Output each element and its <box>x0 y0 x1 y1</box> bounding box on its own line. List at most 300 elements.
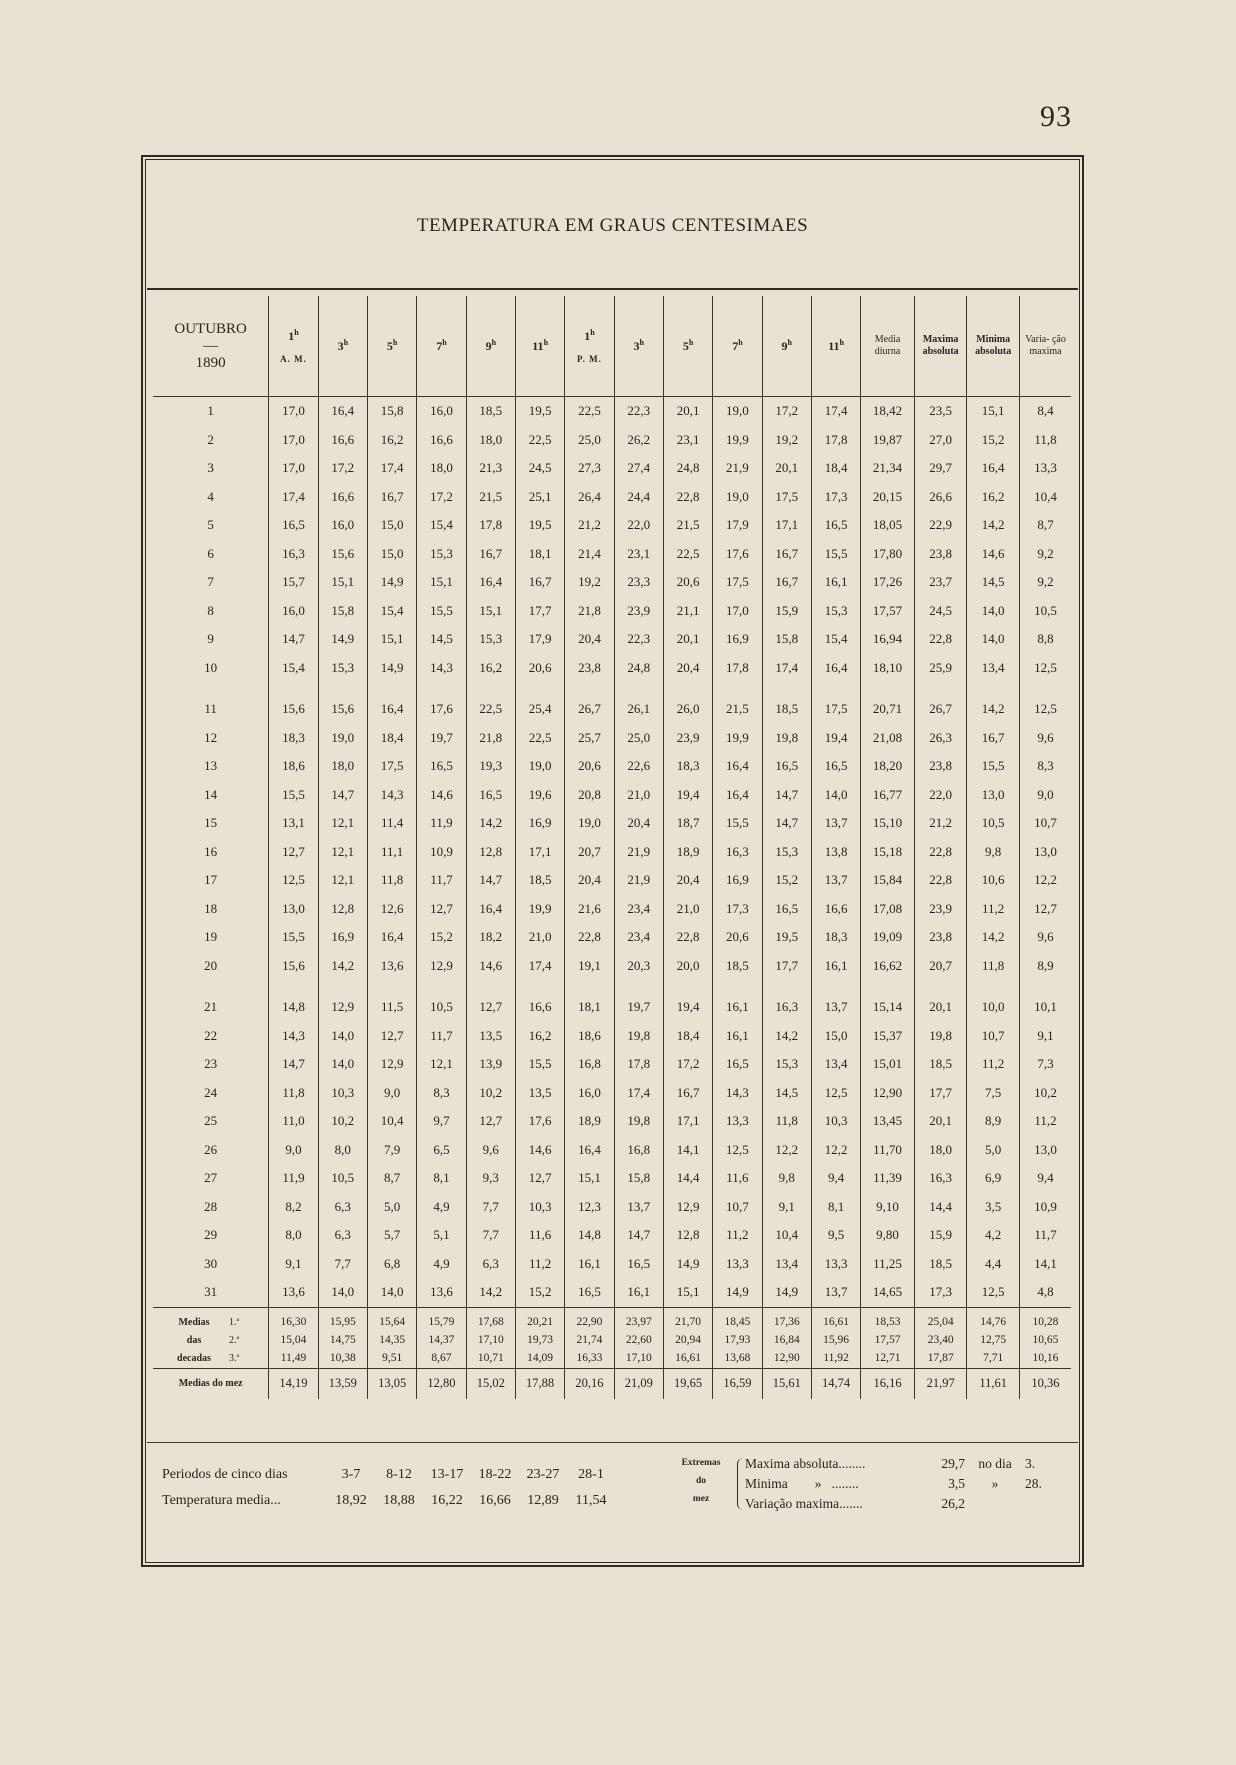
temp-cell: 25,0 <box>614 724 663 753</box>
temp-cell: 23,1 <box>614 540 663 569</box>
temp-cell: 14,7 <box>614 1221 663 1250</box>
temp-cell: 14,0 <box>367 1278 416 1307</box>
decade-value: 10,38 <box>318 1350 367 1369</box>
temp-cell: 18,5 <box>914 1050 967 1079</box>
temp-cell: 14,65 <box>861 1278 915 1307</box>
period-value: 18-22 <box>478 1467 512 1482</box>
temp-cell: 11,8 <box>762 1107 811 1136</box>
temp-cell: 13,4 <box>811 1050 860 1079</box>
temp-cell: 25,1 <box>515 483 564 512</box>
temp-cell: 23,5 <box>914 397 967 426</box>
extremas-value: 29,7 <box>941 1456 965 1471</box>
temp-cell: 7,5 <box>967 1079 1020 1108</box>
daily-rows <box>153 397 1071 1308</box>
temp-cell: 18,1 <box>565 993 614 1022</box>
temp-cell: 9,3 <box>466 1164 515 1193</box>
temp-cell: 16,2 <box>367 426 416 455</box>
table-row <box>153 952 1071 981</box>
temp-cell: 7,3 <box>1019 1050 1071 1079</box>
temp-cell: 15,3 <box>417 540 466 569</box>
extremas-day <box>1025 1494 1065 1514</box>
temp-cell: 8,4 <box>1019 397 1071 426</box>
temp-cell: 14,7 <box>762 781 811 810</box>
temp-cell: 10,5 <box>318 1164 367 1193</box>
temp-cell: 14,7 <box>466 866 515 895</box>
temp-cell: 22,0 <box>614 511 663 540</box>
temp-cell: 13,8 <box>811 838 860 867</box>
temp-cell: 4,2 <box>967 1221 1020 1250</box>
decade-value: 21,70 <box>663 1307 712 1332</box>
temp-cell: 14,0 <box>967 597 1020 626</box>
temp-cell: 14,8 <box>565 1221 614 1250</box>
month-mean-value: 15,61 <box>762 1368 811 1399</box>
hour-header: 11$^h$ <box>811 296 860 397</box>
day-number: 15 <box>204 815 218 831</box>
temp-cell: 23,9 <box>914 895 967 924</box>
temp-cell: 16,1 <box>565 1250 614 1279</box>
decade-value: 16,84 <box>762 1332 811 1350</box>
temp-cell: 13,6 <box>269 1278 318 1307</box>
temp-cell: 18,0 <box>417 454 466 483</box>
temp-cell: 21,5 <box>466 483 515 512</box>
temp-cell: 22,5 <box>515 724 564 753</box>
temp-cell: 18,2 <box>466 923 515 952</box>
temp-cell: 8,9 <box>1019 952 1071 981</box>
temp-cell: 16,5 <box>269 511 318 540</box>
temp-cell: 14,3 <box>417 654 466 683</box>
temp-cell: 21,0 <box>515 923 564 952</box>
extremas-label <box>671 1454 731 1508</box>
temp-cell: 4,9 <box>417 1250 466 1279</box>
temp-cell: 16,6 <box>515 993 564 1022</box>
temp-cell: 19,5 <box>515 511 564 540</box>
decade-value: 18,53 <box>861 1307 915 1332</box>
temp-cell: 16,5 <box>762 895 811 924</box>
temp-cell: 19,9 <box>713 724 762 753</box>
maxima-header: Maxima absoluta <box>914 296 967 397</box>
temp-cell: 23,1 <box>663 426 712 455</box>
temp-cell: 8,1 <box>417 1164 466 1193</box>
temp-cell: 8,7 <box>367 1164 416 1193</box>
temp-cell: 23,8 <box>565 654 614 683</box>
temp-cell: 15,84 <box>861 866 915 895</box>
day-number: 19 <box>204 929 218 945</box>
temp-cell: 20,6 <box>565 752 614 781</box>
temp-cell: 8,0 <box>318 1136 367 1165</box>
temp-cell: 23,8 <box>914 540 967 569</box>
periods-row <box>162 1462 615 1488</box>
temp-cell: 20,1 <box>762 454 811 483</box>
decade-value: 15,79 <box>417 1307 466 1332</box>
temp-cell: 15,1 <box>367 625 416 654</box>
temp-cell: 9,10 <box>861 1193 915 1222</box>
temp-cell: 29,7 <box>914 454 967 483</box>
temp-media-value: 18,88 <box>383 1493 415 1508</box>
decade-value: 14,76 <box>967 1307 1020 1332</box>
temp-cell: 11,2 <box>515 1250 564 1279</box>
temp-cell: 4,9 <box>417 1193 466 1222</box>
temp-cell: 20,3 <box>614 952 663 981</box>
temp-cell: 14,5 <box>417 625 466 654</box>
temp-cell: 17,7 <box>762 952 811 981</box>
temp-cell: 13,4 <box>967 654 1020 683</box>
temp-cell: 26,6 <box>914 483 967 512</box>
temp-cell: 16,4 <box>318 397 367 426</box>
temp-cell: 14,4 <box>663 1164 712 1193</box>
temp-cell: 12,1 <box>318 866 367 895</box>
temperature-table <box>153 296 1071 1399</box>
temp-cell: 10,2 <box>466 1079 515 1108</box>
table-row <box>153 1136 1071 1165</box>
table-row <box>153 1050 1071 1079</box>
temp-cell: 17,7 <box>515 597 564 626</box>
day-number: 30 <box>204 1255 218 1271</box>
decade-value: 20,94 <box>663 1332 712 1350</box>
decade-row <box>153 1332 1071 1350</box>
temp-cell: 15,0 <box>367 540 416 569</box>
temp-cell: 21,9 <box>614 838 663 867</box>
temp-cell: 14,7 <box>318 781 367 810</box>
table-row <box>153 654 1071 683</box>
temp-cell: 21,8 <box>565 597 614 626</box>
temp-cell: 11,5 <box>367 993 416 1022</box>
period-value: 3-7 <box>341 1467 361 1482</box>
decade-value: 12,90 <box>762 1350 811 1369</box>
extremas-mid: no dia <box>978 1456 1012 1471</box>
temp-cell: 17,3 <box>811 483 860 512</box>
day-number: 5 <box>207 517 214 533</box>
temp-cell: 15,1 <box>466 597 515 626</box>
temp-cell: 17,9 <box>515 625 564 654</box>
temp-cell: 15,2 <box>967 426 1020 455</box>
temp-cell: 14,9 <box>713 1278 762 1307</box>
hour-header: 7$^h$ <box>417 296 466 397</box>
temp-cell: 20,4 <box>565 625 614 654</box>
table-row <box>153 1164 1071 1193</box>
decade-value: 9,51 <box>367 1350 416 1369</box>
temp-cell: 15,2 <box>515 1278 564 1307</box>
temp-cell: 15,1 <box>663 1278 712 1307</box>
table-header <box>153 296 1071 397</box>
temp-cell: 20,4 <box>663 654 712 683</box>
temp-cell: 16,0 <box>417 397 466 426</box>
decade-value: 18,45 <box>713 1307 762 1332</box>
temp-cell: 15,01 <box>861 1050 915 1079</box>
temp-cell: 19,0 <box>318 724 367 753</box>
temp-cell: 15,6 <box>269 952 318 981</box>
temp-cell: 17,2 <box>663 1050 712 1079</box>
temp-cell: 17,8 <box>614 1050 663 1079</box>
temp-cell: 17,5 <box>762 483 811 512</box>
temp-cell: 19,87 <box>861 426 915 455</box>
temp-cell: 13,0 <box>269 895 318 924</box>
temp-cell: 10,2 <box>318 1107 367 1136</box>
extremas-name: Maxima absoluta........ <box>745 1456 866 1471</box>
day-number: 7 <box>207 574 214 590</box>
temp-cell: 9,4 <box>1019 1164 1071 1193</box>
temp-cell: 22,8 <box>663 923 712 952</box>
decade-label <box>153 1332 269 1350</box>
temp-cell: 11,2 <box>713 1221 762 1250</box>
table-row <box>153 540 1071 569</box>
temp-cell: 16,3 <box>762 993 811 1022</box>
temp-cell: 16,5 <box>762 752 811 781</box>
temp-cell: 13,0 <box>1019 1136 1071 1165</box>
hour-header: 1$^h$ A. M. <box>269 296 318 397</box>
temp-cell: 12,5 <box>811 1079 860 1108</box>
temp-cell: 17,4 <box>762 654 811 683</box>
temp-cell: 12,9 <box>417 952 466 981</box>
temp-cell: 15,0 <box>367 511 416 540</box>
temp-cell: 16,2 <box>466 654 515 683</box>
table-row <box>153 1193 1071 1222</box>
temp-cell: 25,0 <box>565 426 614 455</box>
temp-cell: 22,0 <box>914 781 967 810</box>
temp-cell: 12,2 <box>762 1136 811 1165</box>
temp-cell: 15,8 <box>762 625 811 654</box>
day-number: 3 <box>207 460 214 476</box>
pm-label: P. M. <box>576 354 602 364</box>
temp-cell: 8,2 <box>269 1193 318 1222</box>
month-mean-value: 15,02 <box>466 1368 515 1399</box>
temp-cell: 22,8 <box>914 625 967 654</box>
temp-cell: 17,5 <box>367 752 416 781</box>
temp-cell: 16,0 <box>318 511 367 540</box>
temp-cell: 19,8 <box>614 1022 663 1051</box>
temp-cell: 23,9 <box>663 724 712 753</box>
temp-cell: 17,3 <box>914 1278 967 1307</box>
temp-cell: 12,5 <box>967 1278 1020 1307</box>
hour-header: 3$^h$ <box>614 296 663 397</box>
temp-cell: 17,2 <box>417 483 466 512</box>
temp-cell: 16,7 <box>367 483 416 512</box>
temp-cell: 12,9 <box>663 1193 712 1222</box>
temp-cell: 17,9 <box>713 511 762 540</box>
temp-cell: 18,05 <box>861 511 915 540</box>
temp-cell: 9,4 <box>811 1164 860 1193</box>
temp-cell: 17,5 <box>811 695 860 724</box>
temp-cell: 19,8 <box>614 1107 663 1136</box>
month-dash: — <box>203 337 219 354</box>
temp-cell: 10,7 <box>1019 809 1071 838</box>
day-number: 22 <box>204 1027 218 1043</box>
temp-cell: 15,3 <box>762 1050 811 1079</box>
temp-cell: 21,2 <box>914 809 967 838</box>
temp-cell: 14,2 <box>967 923 1020 952</box>
day-number: 14 <box>204 786 218 802</box>
decade-value: 15,64 <box>367 1307 416 1332</box>
hour-header: 9$^h$ <box>466 296 515 397</box>
day-number: 27 <box>204 1170 218 1186</box>
table-row <box>153 625 1071 654</box>
temp-cell: 17,57 <box>861 597 915 626</box>
temp-cell: 18,4 <box>663 1022 712 1051</box>
temp-cell: 19,8 <box>762 724 811 753</box>
temp-cell: 15,4 <box>269 654 318 683</box>
temp-media-value: 18,92 <box>335 1493 367 1508</box>
month-mean-value: 16,59 <box>713 1368 762 1399</box>
decade-gap <box>153 682 1071 695</box>
temp-media-row <box>162 1488 615 1514</box>
decade-gap <box>153 980 1071 993</box>
temp-cell: 17,1 <box>762 511 811 540</box>
temp-cell: 22,6 <box>614 752 663 781</box>
temp-cell: 14,0 <box>318 1050 367 1079</box>
temp-cell: 14,3 <box>269 1022 318 1051</box>
decade-value: 19,73 <box>515 1332 564 1350</box>
temp-cell: 27,4 <box>614 454 663 483</box>
table-row <box>153 1278 1071 1307</box>
temp-cell: 5,7 <box>367 1221 416 1250</box>
temp-cell: 18,5 <box>914 1250 967 1279</box>
temp-cell: 12,7 <box>269 838 318 867</box>
extremas-lines <box>745 1454 1075 1514</box>
temp-cell: 14,6 <box>515 1136 564 1165</box>
day-number: 26 <box>204 1141 218 1157</box>
temp-cell: 17,8 <box>466 511 515 540</box>
temp-cell: 5,0 <box>367 1193 416 1222</box>
temp-cell: 11,8 <box>269 1079 318 1108</box>
temp-cell: 6,9 <box>967 1164 1020 1193</box>
temp-cell: 9,6 <box>1019 724 1071 753</box>
decade-value: 16,30 <box>269 1307 318 1332</box>
temp-cell: 21,8 <box>466 724 515 753</box>
temp-cell: 15,1 <box>967 397 1020 426</box>
decade-marker: 1.ª <box>229 1316 240 1328</box>
temp-cell: 21,5 <box>713 695 762 724</box>
temp-cell: 17,6 <box>713 540 762 569</box>
table-row <box>153 838 1071 867</box>
temp-cell: 19,2 <box>565 568 614 597</box>
temp-cell: 12,5 <box>269 866 318 895</box>
temp-cell: 24,8 <box>663 454 712 483</box>
temp-cell: 20,1 <box>663 397 712 426</box>
temp-cell: 15,5 <box>269 781 318 810</box>
decade-label <box>153 1350 269 1369</box>
temp-cell: 13,6 <box>367 952 416 981</box>
temp-cell: 16,4 <box>466 568 515 597</box>
day-number: 23 <box>204 1056 218 1072</box>
temp-cell: 18,9 <box>565 1107 614 1136</box>
temp-cell: 20,4 <box>614 809 663 838</box>
temp-cell: 20,71 <box>861 695 915 724</box>
period-value: 28-1 <box>578 1467 604 1482</box>
temp-cell: 14,0 <box>318 1022 367 1051</box>
temp-cell: 22,5 <box>663 540 712 569</box>
temp-cell: 10,0 <box>967 993 1020 1022</box>
temp-cell: 6,3 <box>318 1221 367 1250</box>
temp-cell: 11,4 <box>367 809 416 838</box>
temp-cell: 17,8 <box>713 654 762 683</box>
temp-cell: 12,5 <box>1019 654 1071 683</box>
period-value: 13-17 <box>430 1467 464 1482</box>
month-mean-value: 14,74 <box>811 1368 860 1399</box>
decade-value: 25,04 <box>914 1307 967 1332</box>
temp-cell: 18,5 <box>466 397 515 426</box>
temp-cell: 15,4 <box>811 625 860 654</box>
temp-cell: 15,6 <box>269 695 318 724</box>
variacao-header: Varia- ção maxima <box>1019 296 1071 397</box>
temp-cell: 14,6 <box>466 952 515 981</box>
temp-cell: 23,8 <box>914 923 967 952</box>
temp-cell: 15,4 <box>417 511 466 540</box>
temp-cell: 12,7 <box>515 1164 564 1193</box>
temp-cell: 11,8 <box>1019 426 1071 455</box>
temp-cell: 16,8 <box>614 1136 663 1165</box>
temp-cell: 20,7 <box>565 838 614 867</box>
temp-cell: 11,2 <box>967 895 1020 924</box>
temp-cell: 16,94 <box>861 625 915 654</box>
temp-cell: 16,5 <box>466 781 515 810</box>
temp-cell: 20,1 <box>663 625 712 654</box>
temp-cell: 7,7 <box>466 1193 515 1222</box>
temp-cell: 15,1 <box>318 568 367 597</box>
temp-cell: 18,0 <box>914 1136 967 1165</box>
decade-value: 17,10 <box>614 1350 663 1369</box>
decade-value: 12,71 <box>861 1350 915 1369</box>
table-row <box>153 426 1071 455</box>
decade-row <box>153 1307 1071 1332</box>
temp-cell: 12,6 <box>367 895 416 924</box>
temp-cell: 13,3 <box>1019 454 1071 483</box>
temp-cell: 11,2 <box>1019 1107 1071 1136</box>
temp-cell: 6,5 <box>417 1136 466 1165</box>
extremas-mid <box>965 1494 1025 1514</box>
decade-value: 15,95 <box>318 1307 367 1332</box>
temp-cell: 11,8 <box>967 952 1020 981</box>
temp-cell: 17,8 <box>811 426 860 455</box>
temp-cell: 17,0 <box>269 426 318 455</box>
decade-row <box>153 1350 1071 1369</box>
decade-value: 12,75 <box>967 1332 1020 1350</box>
table-row <box>153 483 1071 512</box>
decade-label-line: das <box>186 1334 202 1346</box>
table-row <box>153 1107 1071 1136</box>
table-row <box>153 809 1071 838</box>
temp-cell: 12,5 <box>713 1136 762 1165</box>
temp-cell: 8,7 <box>1019 511 1071 540</box>
temp-cell: 22,5 <box>565 397 614 426</box>
temp-cell: 17,2 <box>318 454 367 483</box>
temp-cell: 12,1 <box>318 809 367 838</box>
temp-cell: 13,7 <box>811 866 860 895</box>
temp-cell: 21,4 <box>565 540 614 569</box>
extremas-row <box>745 1454 1075 1474</box>
temp-cell: 15,8 <box>318 597 367 626</box>
temp-cell: 18,20 <box>861 752 915 781</box>
temp-cell: 18,6 <box>269 752 318 781</box>
temp-cell: 18,5 <box>515 866 564 895</box>
decade-value: 14,75 <box>318 1332 367 1350</box>
temp-cell: 24,5 <box>515 454 564 483</box>
temp-cell: 20,1 <box>914 1107 967 1136</box>
temp-cell: 21,9 <box>713 454 762 483</box>
hour-header: 9$^h$ <box>762 296 811 397</box>
temp-cell: 13,7 <box>614 1193 663 1222</box>
temp-cell: 19,3 <box>466 752 515 781</box>
temp-cell: 14,2 <box>762 1022 811 1051</box>
temp-cell: 13,5 <box>515 1079 564 1108</box>
temp-cell: 18,42 <box>861 397 915 426</box>
temp-cell: 20,0 <box>663 952 712 981</box>
temp-cell: 23,9 <box>614 597 663 626</box>
day-number: 2 <box>207 431 214 447</box>
decade-value: 23,97 <box>614 1307 663 1332</box>
temp-cell: 13,6 <box>417 1278 466 1307</box>
temp-cell: 22,3 <box>614 625 663 654</box>
temp-cell: 14,9 <box>367 654 416 683</box>
temp-cell: 10,3 <box>811 1107 860 1136</box>
